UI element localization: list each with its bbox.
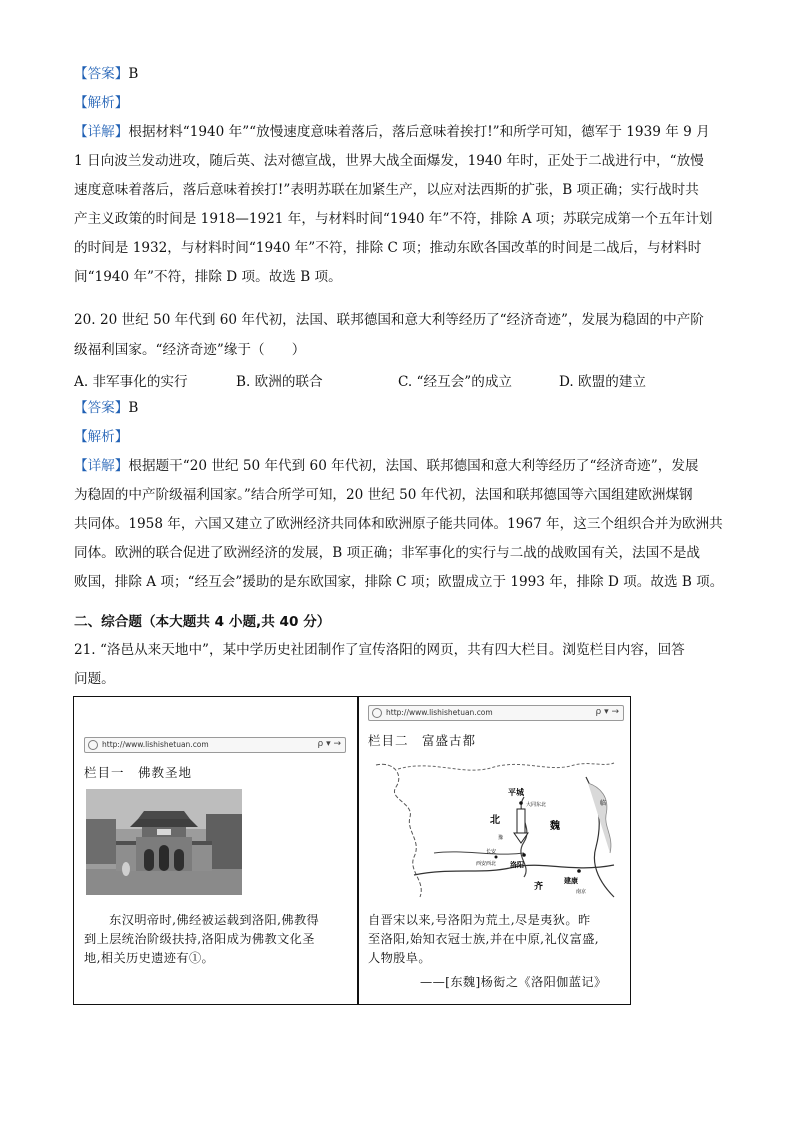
temple-gate-photo: [86, 789, 242, 895]
detail-text: 根据题干“20 世纪 50 年代到 60 年代初，法国、联邦德国和意大利等经历了“经济奇迹”，发展: [128, 458, 699, 474]
section-heading: 二、综合题（本大题共 4 小题,共 40 分）: [74, 614, 331, 630]
q20-detail-line-2: 为稳固的中产阶级福利国家。”结合所学可知，20 世纪 50 年代初，法国和联邦德国等六国组建欧洲煤钢: [74, 487, 693, 503]
q19-answer-line: [74, 64, 138, 84]
q20-answer-line: [74, 398, 138, 418]
q20-detail-line-1: [74, 456, 699, 476]
map-label-wei: 魏: [550, 821, 560, 832]
map-label-xian: 西安西北: [476, 861, 497, 867]
detail-tag: 【详解】: [74, 124, 129, 140]
column-two-source: ——[东魏]杨衒之《洛阳伽蓝记》: [420, 975, 607, 989]
caption-line: 至洛阳,始知衣冠士族,并在中原,礼仪富盛,: [368, 932, 600, 946]
browser-address-bar-left: [84, 737, 346, 753]
map-label-changan: 长安: [486, 849, 497, 855]
column-one-caption: [84, 911, 319, 968]
analysis-tag: 【解析】: [74, 429, 129, 445]
q20-option-a: A. 非军事化的实行: [74, 374, 188, 390]
q21-stem-line-1: 21. “洛邑从来天地中”，某中学历史社团制作了宣传洛阳的网页，共有四大栏目。浏览栏目内容，回答: [74, 642, 685, 658]
column-two-caption: [368, 911, 599, 968]
q20-stem-line-2: 级福利国家。“经济奇迹”缘于（ ）: [74, 342, 306, 358]
browser-controls: ρ ▾ →: [317, 739, 341, 749]
q20-detail-line-5: 败国，排除 A 项；“经互会”援助的是东欧国家，排除 C 项；欧盟成立于 1993 年，排除 D 项。故选 B 项。: [74, 574, 724, 590]
caption-line: 到上层统治阶级扶持,洛阳成为佛教文化圣: [84, 932, 315, 946]
map-label-pingcheng: 平城: [508, 788, 524, 797]
map-label-nanjing: 南京: [576, 889, 587, 895]
q19-detail-line-5: 的时间是 1932，与材料时间“1940 年”不符，排除 C 项；推动东欧各国改革的时间是二战后，与材料时: [74, 240, 702, 256]
q19-detail-line-1: [74, 122, 710, 142]
map-label-luoyang: 洛阳: [510, 861, 524, 869]
q20-detail-line-3: 共同体。1958 年，六国又建立了欧洲经济共同体和欧洲原子能共同体。1967 年，这三个组织合并为欧洲共: [74, 516, 723, 532]
q19-detail-line-2: 1 日向波兰发动进攻，随后英、法对德宣战，世界大战全面爆发，1940 年时，正处于二战进行中，“放慢: [74, 153, 704, 169]
caption-line: 人物殷阜。: [368, 951, 431, 965]
globe-icon: [372, 708, 382, 718]
map-label-yu: 豫: [498, 835, 504, 841]
globe-icon: [88, 740, 98, 750]
answer-value: B: [128, 400, 139, 416]
q20-option-d: D. 欧盟的建立: [559, 374, 647, 390]
q21-stem-line-2: 问题。: [74, 671, 115, 687]
browser-url: http://www.lishishetuan.com: [386, 708, 493, 717]
northern-wei-map: [374, 757, 616, 907]
web-page-figure: [73, 696, 631, 1005]
column-one-title: 栏目一 佛教圣地: [84, 765, 193, 780]
browser-url: http://www.lishishetuan.com: [102, 740, 209, 749]
detail-text: 根据材料“1940 年”“放慢速度意味着落后，落后意味着挨打!”和所学可知，德军于 1939 年 9 月: [128, 124, 710, 140]
map-label-lin: 临: [600, 800, 607, 807]
answer-tag: 【答案】: [74, 400, 129, 416]
column-two-panel: [358, 697, 632, 1004]
q20-option-c: C. “经互会”的成立: [398, 374, 513, 390]
map-label-datong: 大同东北: [526, 802, 547, 808]
browser-controls: ρ ▾ →: [595, 707, 619, 717]
answer-value: B: [128, 66, 139, 82]
map-label-jiankang: 建康: [564, 877, 578, 885]
q19-detail-line-4: 产主义政策的时间是 1918—1921 年，与材料时间“1940 年”不符，排除 A 项；苏联完成第一个五年计划: [74, 211, 713, 227]
q20-detail-line-4: 同体。欧洲的联合促进了欧洲经济的发展，B 项正确；非军事化的实行与二战的战败国有关，法国不是战: [74, 545, 701, 561]
q20-option-b: B. 欧洲的联合: [236, 374, 323, 390]
map-label-qi: 齐: [534, 882, 544, 892]
caption-line: 东汉明帝时,佛经被运载到洛阳,佛教得: [84, 913, 320, 927]
browser-address-bar-right: [368, 705, 624, 721]
temple-photo-image: [86, 789, 242, 895]
q19-detail-line-3: 速度意味着落后，落后意味着挨打!”表明苏联在加紧生产，以应对法西斯的扩张，B 项正确；实行战时共: [74, 182, 699, 198]
column-two-title: 栏目二 富盛古都: [368, 733, 477, 748]
detail-tag: 【详解】: [74, 458, 129, 474]
q20-stem-line-1: 20. 20 世纪 50 年代到 60 年代初，法国、联邦德国和意大利等经历了“经济奇迹”，发展为稳固的中产阶: [74, 312, 704, 328]
q19-detail-line-6: 间“1940 年”不符，排除 D 项。故选 B 项。: [74, 269, 342, 285]
caption-line: 自晋宋以来,号洛阳为荒土,尽是夷狄。昨: [368, 913, 591, 927]
analysis-tag: 【解析】: [74, 95, 129, 111]
answer-tag: 【答案】: [74, 66, 129, 82]
map-label-north: 北: [490, 815, 500, 826]
caption-line: 地,相关历史遗迹有①。: [84, 951, 215, 965]
